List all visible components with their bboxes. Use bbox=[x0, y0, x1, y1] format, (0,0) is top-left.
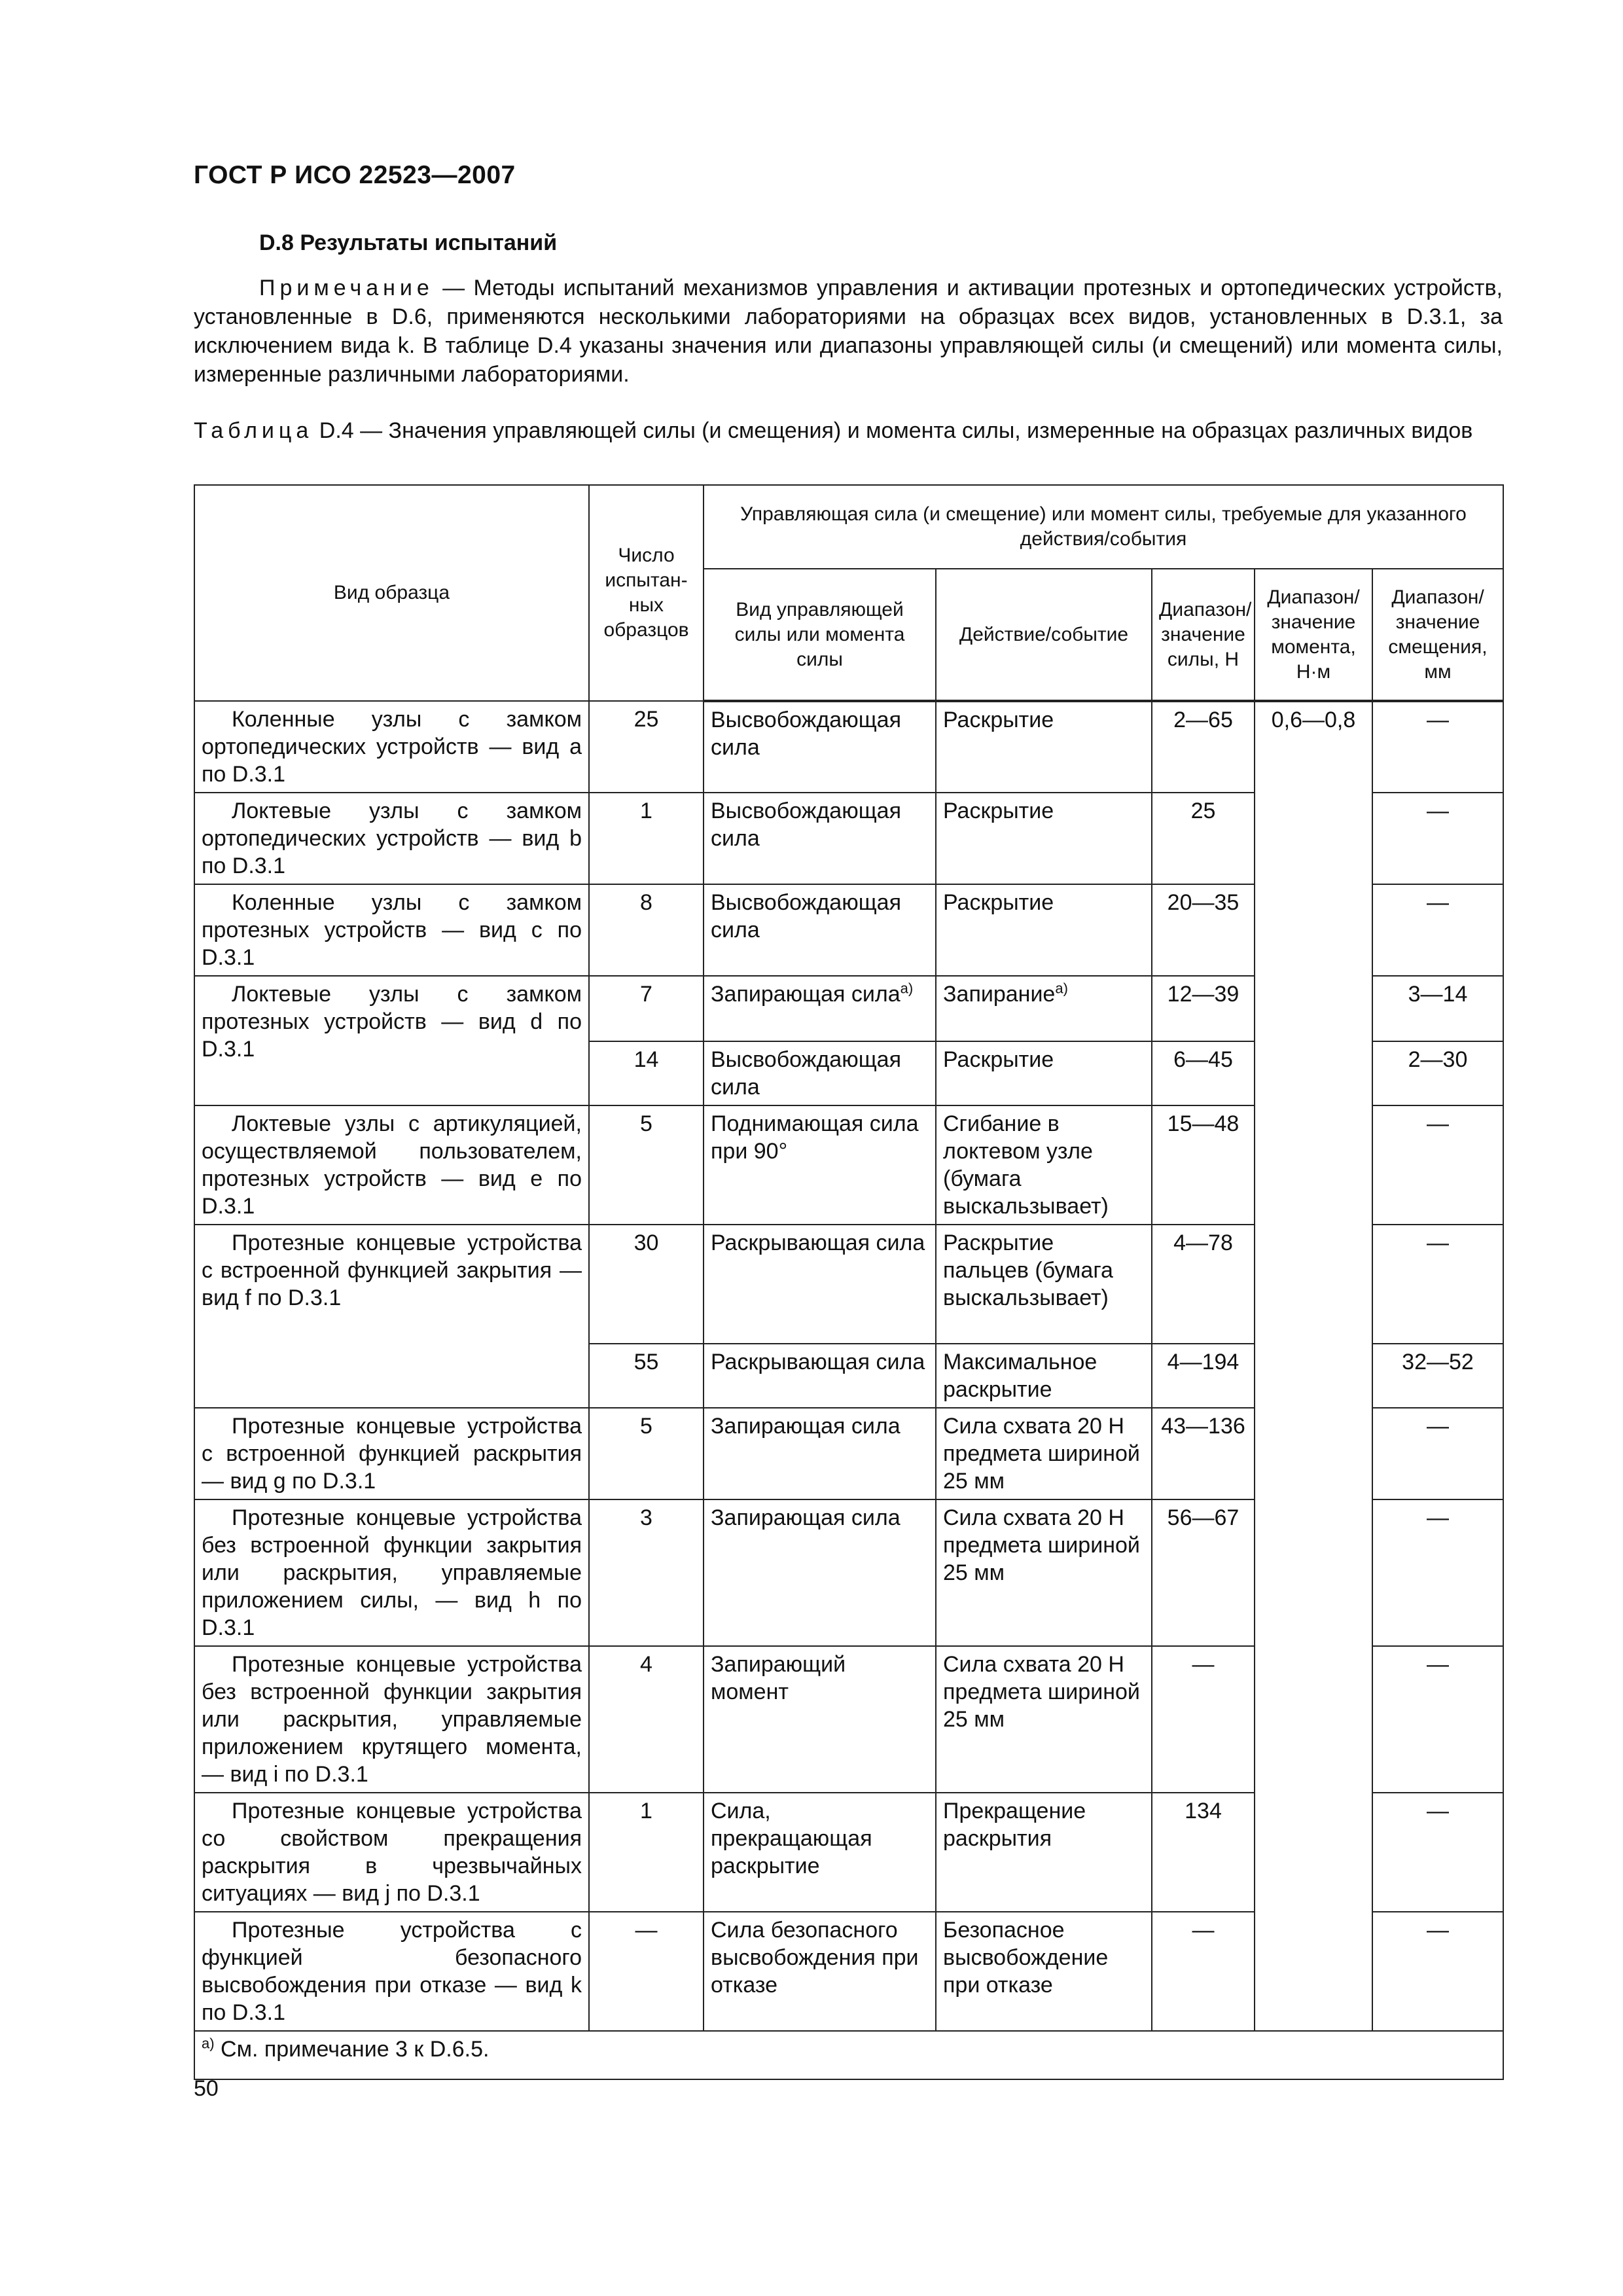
cell-force-type: Запирающая сила bbox=[704, 1408, 936, 1499]
header-action: Действие/событие bbox=[936, 569, 1152, 701]
cell-force-range: 15—48 bbox=[1152, 1105, 1255, 1225]
cell-action: Безопасное высвобождение при отказе bbox=[936, 1912, 1152, 2031]
cell-kind: Локтевые узлы с артикуляцией, осуществляемой пользователем, протезных устройств — вид e по D.3.1 bbox=[194, 1105, 589, 1225]
cell-displacement: — bbox=[1372, 1225, 1503, 1344]
cell-count: 30 bbox=[589, 1225, 704, 1344]
cell-displacement: — bbox=[1372, 1105, 1503, 1225]
cell-kind: Протезные концевые устройства без встроенной функции закрытия или раскрытия, управляемые приложением силы, — вид h по D.3.1 bbox=[194, 1499, 589, 1646]
cell-count: 4 bbox=[589, 1646, 704, 1793]
document-code-header: ГОСТ Р ИСО 22523—2007 bbox=[194, 161, 516, 189]
cell-action: Раскрытие bbox=[936, 1041, 1152, 1105]
cell-force-type: Поднимающая сила при 90° bbox=[704, 1105, 936, 1225]
cell-action: Сила схвата 20 Н предмета шириной 25 мм bbox=[936, 1646, 1152, 1793]
header-kind: Вид образца bbox=[194, 485, 589, 701]
cell-action: Раскрытие bbox=[936, 701, 1152, 793]
cell-force-range: 2—65 bbox=[1152, 701, 1255, 793]
cell-moment-range: 0,6—0,8 bbox=[1255, 701, 1372, 2031]
cell-action: Сгибание в локтевом узле (бумага выскальзывает) bbox=[936, 1105, 1152, 1225]
footnote-mark: а) bbox=[202, 2035, 215, 2052]
cell-count: 1 bbox=[589, 793, 704, 884]
cell-displacement: — bbox=[1372, 793, 1503, 884]
cell-force-type: Высвобождающая сила bbox=[704, 701, 936, 793]
cell-force-range: 134 bbox=[1152, 1793, 1255, 1912]
cell-force-type: Высвобождающая сила bbox=[704, 793, 936, 884]
cell-force-range: 4—194 bbox=[1152, 1344, 1255, 1408]
cell-force-range: 12—39 bbox=[1152, 976, 1255, 1041]
results-table bbox=[194, 484, 1504, 2080]
cell-action: Сила схвата 20 Н предмета шириной 25 мм bbox=[936, 1499, 1152, 1646]
cell-force-range: — bbox=[1152, 1912, 1255, 2031]
cell-kind: Протезные концевые устройства со свойством прекращения раскрытия в чрезвычайных ситуациях — вид j по D.3.1 bbox=[194, 1793, 589, 1912]
cell-count: 25 bbox=[589, 701, 704, 793]
cell-action: Запирание$^{а)}$ bbox=[936, 976, 1152, 1041]
cell-count: 55 bbox=[589, 1344, 704, 1408]
cell-kind: Коленные узлы с замком протезных устройств — вид c по D.3.1 bbox=[194, 884, 589, 976]
cell-displacement: 32—52 bbox=[1372, 1344, 1503, 1408]
cell-action: Сила схвата 20 Н предмета шириной 25 мм bbox=[936, 1408, 1152, 1499]
table-caption bbox=[194, 416, 1503, 445]
table-footnote bbox=[194, 2031, 1503, 2079]
cell-displacement: 3—14 bbox=[1372, 976, 1503, 1041]
cell-displacement: — bbox=[1372, 884, 1503, 976]
table-row bbox=[194, 701, 1503, 793]
cell-displacement: 2—30 bbox=[1372, 1041, 1503, 1105]
cell-displacement: — bbox=[1372, 1912, 1503, 2031]
cell-action: Максимальное раскрытие bbox=[936, 1344, 1152, 1408]
cell-force-type: Запирающий момент bbox=[704, 1646, 936, 1793]
cell-force-type: Высвобождающая сила bbox=[704, 884, 936, 976]
footnote-text: См. примечание 3 к D.6.5. bbox=[214, 2037, 490, 2062]
cell-action: Раскрытие пальцев (бумага выскальзывает) bbox=[936, 1225, 1152, 1344]
cell-displacement: — bbox=[1372, 701, 1503, 793]
cell-force-range: 4—78 bbox=[1152, 1225, 1255, 1344]
section-heading: D.8 Результаты испытаний bbox=[259, 230, 558, 255]
cell-count: 8 bbox=[589, 884, 704, 976]
cell-count: 7 bbox=[589, 976, 704, 1041]
note-text: — Методы испытаний механизмов управления и активации протезных и ортопедических устройств, установленные в D.6, применяются несколькими лабораториями на образцах всех видов, установленных в D.3.1, за исключением вида k. В таблице D.4 указаны значения или диапазоны управляющей силы (и смещений) или момента силы, измеренные различными лабораториями. bbox=[194, 276, 1503, 387]
cell-force-type: Сила, прекращающая раскрытие bbox=[704, 1793, 936, 1912]
cell-count: 14 bbox=[589, 1041, 704, 1105]
table-footnote-row bbox=[194, 2031, 1503, 2079]
cell-force-type: Высвобождающая сила bbox=[704, 1041, 936, 1105]
cell-force-type: Раскрывающая сила bbox=[704, 1225, 936, 1344]
cell-count: 1 bbox=[589, 1793, 704, 1912]
header-moment-range: Диапазон/ значение момента, Н·м bbox=[1255, 569, 1372, 701]
footnote-mark: а) bbox=[1055, 980, 1068, 997]
header-force-range: Диапазон/ значение силы, Н bbox=[1152, 569, 1255, 701]
note-label: Примечание bbox=[259, 276, 434, 300]
cell-count: 3 bbox=[589, 1499, 704, 1646]
cell-force-range: 56—67 bbox=[1152, 1499, 1255, 1646]
cell-kind: Локтевые узлы с замком протезных устройств — вид d по D.3.1 bbox=[194, 976, 589, 1105]
cell-force-range: 6—45 bbox=[1152, 1041, 1255, 1105]
cell-displacement: — bbox=[1372, 1793, 1503, 1912]
cell-displacement: — bbox=[1372, 1408, 1503, 1499]
cell-displacement: — bbox=[1372, 1646, 1503, 1793]
cell-count: — bbox=[589, 1912, 704, 2031]
cell-kind: Протезные концевые устройства с встроенной функцией раскрытия — вид g по D.3.1 bbox=[194, 1408, 589, 1499]
cell-force-range: 43—136 bbox=[1152, 1408, 1255, 1499]
cell-count: 5 bbox=[589, 1408, 704, 1499]
cell-force-type: Запирающая сила$^{а)}$ bbox=[704, 976, 936, 1041]
cell-action: Прекращение раскрытия bbox=[936, 1793, 1152, 1912]
cell-force-range: — bbox=[1152, 1646, 1255, 1793]
cell-force-type: Сила безопасного высвобождения при отказе bbox=[704, 1912, 936, 2031]
cell-kind: Протезные устройства с функцией безопасного высвобождения при отказе — вид k по D.3.1 bbox=[194, 1912, 589, 2031]
cell-action: Раскрытие bbox=[936, 793, 1152, 884]
footnote-mark: а) bbox=[900, 980, 914, 997]
cell-count: 5 bbox=[589, 1105, 704, 1225]
table-caption-text: D.4 — Значения управляющей силы (и смещения) и момента силы, измеренные на образцах различных видов bbox=[313, 418, 1473, 443]
cell-force-range: 25 bbox=[1152, 793, 1255, 884]
cell-kind: Протезные концевые устройства без встроенной функции закрытия или раскрытия, управляемые приложением крутящего момента, — вид i по D.3.1 bbox=[194, 1646, 589, 1793]
header-displacement-range: Диапазон/ значение смещения, мм bbox=[1372, 569, 1503, 701]
table-caption-label: Таблица bbox=[194, 418, 313, 443]
page-number: 50 bbox=[194, 2076, 219, 2101]
cell-kind: Коленные узлы с замком ортопедических устройств — вид a по D.3.1 bbox=[194, 701, 589, 793]
header-force-type: Вид управляющей силы или момента силы bbox=[704, 569, 936, 701]
note-paragraph bbox=[194, 274, 1503, 389]
cell-action: Раскрытие bbox=[936, 884, 1152, 976]
cell-displacement: — bbox=[1372, 1499, 1503, 1646]
cell-kind: Протезные концевые устройства с встроенной функцией закрытия — вид f по D.3.1 bbox=[194, 1225, 589, 1408]
cell-force-type: Запирающая сила bbox=[704, 1499, 936, 1646]
cell-force-type: Раскрывающая сила bbox=[704, 1344, 936, 1408]
cell-force-range: 20—35 bbox=[1152, 884, 1255, 976]
header-count: Число испытан-ных образцов bbox=[589, 485, 704, 701]
header-group: Управляющая сила (и смещение) или момент силы, требуемые для указанного действия/события bbox=[704, 485, 1503, 569]
cell-kind: Локтевые узлы с замком ортопедических устройств — вид b по D.3.1 bbox=[194, 793, 589, 884]
